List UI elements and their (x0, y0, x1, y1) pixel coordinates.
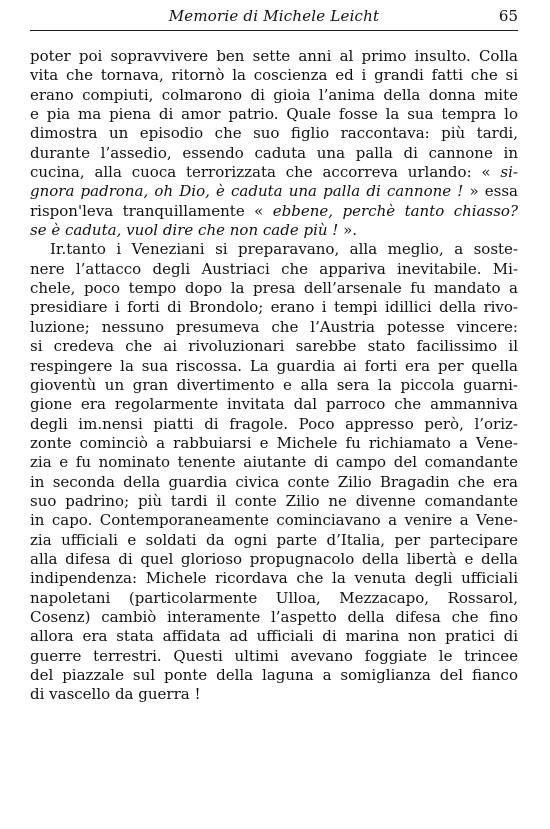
text-run: si credeva che ai rivoluzionari sarebbe stato facilissimo il (30, 337, 518, 356)
text-run: erano compiuti, colmarono di gioia l’anima della donna mite (30, 85, 518, 104)
text-line (30, 86, 518, 105)
text-line (30, 569, 518, 588)
text-line (30, 144, 518, 163)
text-line (30, 511, 518, 530)
text-run: presidiare i forti di Brondolo; erano i tempi idillici della rivo- (30, 298, 518, 317)
text-run: del piazzale sul ponte della laguna a somiglianza del fianco (30, 666, 518, 684)
text-run: allora era stata affidata ad ufficiali di marina non pratici di (30, 627, 518, 646)
text-line (30, 550, 518, 569)
text-line (30, 647, 518, 666)
text-line (30, 376, 518, 395)
text-run: durante l’assedio, essendo caduta una palla di cannone in (30, 143, 518, 162)
text-run: in capo. Contemporaneamente cominciavano a venire a Vene- (30, 511, 518, 530)
text-line (30, 105, 518, 124)
text-line (30, 260, 518, 279)
text-run: » essa (463, 182, 518, 201)
text-run: degli im.nensi piatti di fragole. Poco appresso però, l’oriz- (30, 414, 518, 433)
text-line (30, 492, 518, 511)
text-run: nere l’attacco degli Austriaci che appariva inevitabile. Mi- (30, 259, 518, 278)
text-run: vita che tornava, ritornò la coscienza ed i grandi fatti che si (30, 66, 518, 85)
text-line (30, 627, 518, 646)
text-line (30, 357, 518, 376)
italic-run: si- (500, 163, 518, 182)
italic-run: se è caduta, vuol dire che non cade più ! (30, 221, 339, 240)
text-run: gione era regolarmente invitata dal parroco che ammanniva (30, 395, 518, 414)
text-run: Cosenz) cambiò interamente l’aspetto della difesa che fino (30, 607, 518, 626)
text-line (30, 608, 518, 627)
text-line (30, 337, 518, 356)
text-run: ». (338, 221, 358, 240)
running-head (30, 6, 518, 30)
paragraph (30, 240, 518, 704)
text-line (30, 279, 518, 298)
text-run: di vascello da guerra ! (30, 685, 201, 704)
paragraph (30, 47, 518, 240)
text-line (30, 318, 518, 337)
text-line (30, 66, 518, 85)
text-run: zia e fu nominato tenente aiutante di campo del comandante (30, 453, 518, 472)
text-run: Ir.tanto i Veneziani si preparavano, alla meglio, a soste- (50, 240, 518, 259)
text-line (30, 240, 518, 259)
text-run: chele, poco tempo dopo la presa dell’arsenale fu mandato a (30, 279, 518, 298)
text-line (30, 531, 518, 550)
text-line (30, 395, 518, 414)
text-line (30, 453, 518, 472)
text-run: zonte cominciò a rabbuiarsi e Michele fu richiamato a Vene- (30, 433, 518, 452)
text-line (30, 685, 518, 704)
running-title: Memorie di Michele Leicht (168, 7, 380, 25)
text-line (30, 221, 518, 240)
text-line (30, 47, 518, 66)
text-line (30, 163, 518, 182)
text-line (30, 434, 518, 453)
italic-run: gnora padrona, oh Dio, è caduta una palla di cannone ! (30, 182, 464, 201)
text-run: suo padrino; più tardi il conte Zilio ne divenne comandante (30, 491, 518, 510)
text-run: luzione; nessuno presumeva che l’Austria potesse vincere: (30, 317, 518, 336)
text-line (30, 415, 518, 434)
text-line (30, 298, 518, 317)
text-line (30, 202, 518, 221)
text-run: respingere la sua riscossa. La guardia ai forti era per quella (30, 356, 518, 375)
text-run: zia ufficiali e soldati da ogni parte d’Italia, per partecipare (30, 530, 518, 549)
body-text (30, 47, 518, 705)
text-run: rispon'leva tranquillamente « (30, 201, 273, 220)
text-line (30, 666, 518, 685)
text-run: poter poi sopravvivere ben sette anni al primo insulto. Colla (30, 47, 518, 65)
text-run: dimostra un episodio che suo figlio raccontava: più tardi, (30, 124, 518, 143)
text-line (30, 473, 518, 492)
italic-run: ebbene, perchè tanto chiasso? (272, 201, 518, 220)
text-line (30, 589, 518, 608)
page-number: 65 (498, 7, 518, 25)
text-run: gioventù un gran divertimento e alla sera la piccola guarni- (30, 375, 518, 394)
text-run: cucina, alla cuoca terrorizzata che accorreva urlando: « (30, 163, 501, 182)
text-line (30, 124, 518, 143)
text-run: alla difesa di quel glorioso propugnacolo della libertà e della (30, 549, 518, 568)
text-run: in seconda della guardia civica conte Zilio Bragadin che era (30, 472, 518, 491)
text-run: indipendenza: Michele ricordava che la venuta degli ufficiali (30, 569, 518, 588)
text-run: e pia ma piena di amor patrio. Quale fosse la sua tempra lo (30, 105, 518, 124)
text-run: guerre terrestri. Questi ultimi avevano foggiate le trincee (30, 646, 518, 665)
text-run: napoletani (particolarmente Ulloa, Mezzacapo, Rossarol, (30, 588, 518, 607)
header-rule (30, 30, 518, 31)
text-line (30, 182, 518, 201)
